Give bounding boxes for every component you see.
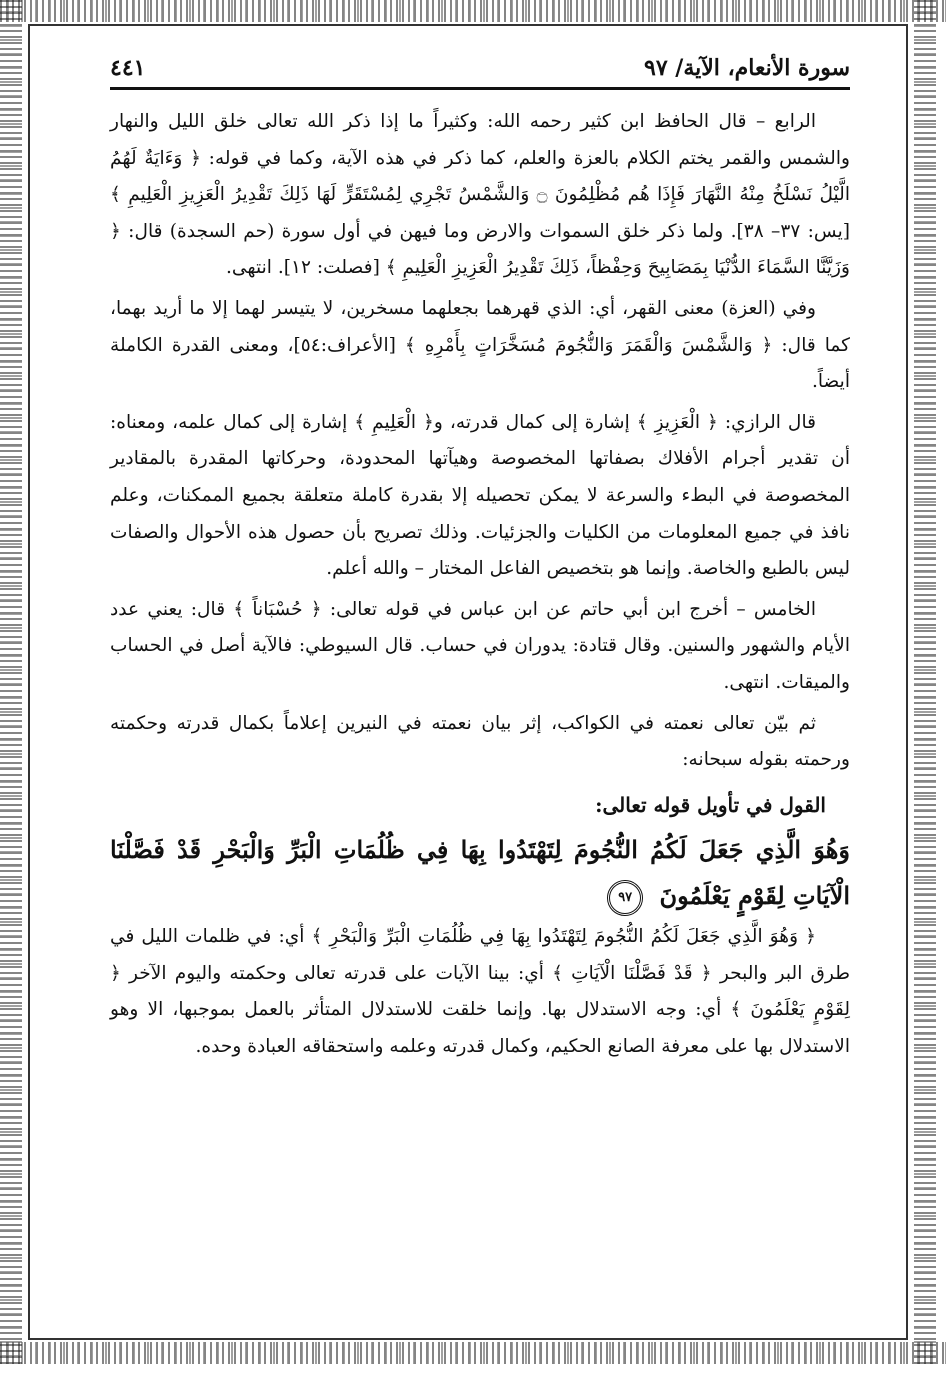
paragraph-fifth: الخامس – أخرج ابن أبي حاتم عن ابن عباس في قوله تعالى: ﴿ حُسْبَاناً ﴾ قال: يعني عدد الأيام والشهور والسنين. وقال قتادة: يدوران في حساب. قال السيوطي: فالآية أصل في الحساب والميقات. انتهى.	[110, 598, 850, 693]
page-body	[110, 104, 850, 1066]
decorative-border-top	[0, 0, 946, 22]
running-header	[110, 55, 850, 90]
section-heading: القول في تأويل قوله تعالى:	[595, 792, 826, 817]
decorative-border-right	[914, 0, 936, 1364]
paragraph-commentary: ﴿ وَهُوَ الَّذِي جَعَلَ لَكُمُ النُّجُومَ لِتَهْتَدُوا بِهَا فِي ظُلُمَاتِ الْبَرِّ وَالْبَحْرِ ﴾ أي: في ظلمات الليل في طرق البر والبحر ﴿ قَدْ فَصَّلْنَا الْآيَاتِ ﴾ أي: بينا الآيات على قدرته تعالى وحكمته واليوم الآخر ﴿ لِقَوْمٍ يَعْلَمُونَ ﴾ أي: وجه الاستدلال بها. وإنما خلقت للاستدلال المتأثر بالعمل بموجبها، الا وهو الاستدلال بها على معرفة الصانع الحكيم، وكمال قدرته وعلمه واستحقاقه العبادة وحده.	[110, 926, 850, 1058]
paragraph-izza: وفي (العزة) معنى القهر، أي: الذي قهرهما بجعلهما مسخرين، لا يتيسر لهما إلا ما أريد بهما، كما قال: ﴿ وَالشَّمْسَ وَالْقَمَرَ وَالنُّجُومَ مُسَخَّرَاتٍ بِأَمْرِهِ ﴾ [الأعراف:٥٤]، ومعنى القدرة الكاملة أيضاً.	[110, 297, 850, 393]
decorative-border-left	[0, 0, 22, 1364]
sura-title: سورة الأنعام، الآية/ ٩٧	[644, 55, 850, 81]
book-page	[110, 55, 850, 1070]
paragraph-razi: قال الرازي: ﴿ الْعَزِيزِ ﴾ إشارة إلى كمال قدرته، و﴿ الْعَلِيمِ ﴾ إشارة إلى كمال علمه، ومعناه: أن تقدير أجرام الأفلاك بصفاتها المخصوصة وهيآتها المحدودة، وحركاتها المقدرة بالمقادير المخصوصة في البطء والسرعة لا يمكن تحصيله إلا بقدرة كاملة متعلقة بجميع الممكنات، وعلم نافذ في جميع المعلومات من الكليات والجزئيات. وذلك تصريح بأن حصول هذه الأحوال والصفات ليس بالطبع والخاصة. وإنما هو بتخصيص الفاعل المختار – والله أعلم.	[110, 411, 850, 580]
verse-number: ٩٧	[618, 889, 633, 905]
paragraph-transition: ثم بيّن تعالى نعمته في الكواكب، إثر بيان نعمته في النيرين إعلاماً بكمال قدرته وحكمته ورحمته بقوله سبحانه:	[110, 712, 850, 771]
page-number: ٤٤١	[110, 55, 146, 81]
quran-verse	[110, 827, 850, 919]
decorative-border-bottom	[0, 1342, 946, 1364]
verse-number-marker	[607, 880, 643, 916]
paragraph-fourth: الرابع – قال الحافظ ابن كثير رحمه الله: وكثيراً ما إذا ذكر الله تعالى خلق الليل والنهار والشمس والقمر يختم الكلام بالعزة والعلم، كما ذكر في هذه الآية، وكما في قوله: ﴿ وَءَايَةٌ لَهُمُ الَّيْلُ نَسْلَخُ مِنْهُ النَّهَارَ فَإِذَا هُم مُظْلِمُونَ ۝ وَالشَّمْسُ تَجْرِي لِمُسْتَقَرٍّ لَهَا ذَلِكَ تَقْدِيرُ الْعَزِيزِ الْعَلِيمِ ﴾ [يس: ٣٧– ٣٨]. ولما ذكر خلق السموات والارض وما فيهن في أول سورة (حم السجدة) قال: ﴿ وَزَيَّنَّا السَّمَاءَ الدُّنْيَا بِمَصَابِيحَ وَحِفْظاً، ذَلِكَ تَقْدِيرُ الْعَزِيزِ الْعَلِيمِ ﴾ [فصلت: ١٢]. انتهى.	[110, 111, 850, 279]
verse-text: وَهُوَ الَّذِي جَعَلَ لَكُمُ النُّجُومَ لِتَهْتَدُوا بِهَا فِي ظُلُمَاتِ الْبَرِّ وَالْبَحْرِ قَدْ فَصَّلْنَا الْآيَاتِ لِقَوْمٍ يَعْلَمُونَ	[110, 835, 850, 911]
